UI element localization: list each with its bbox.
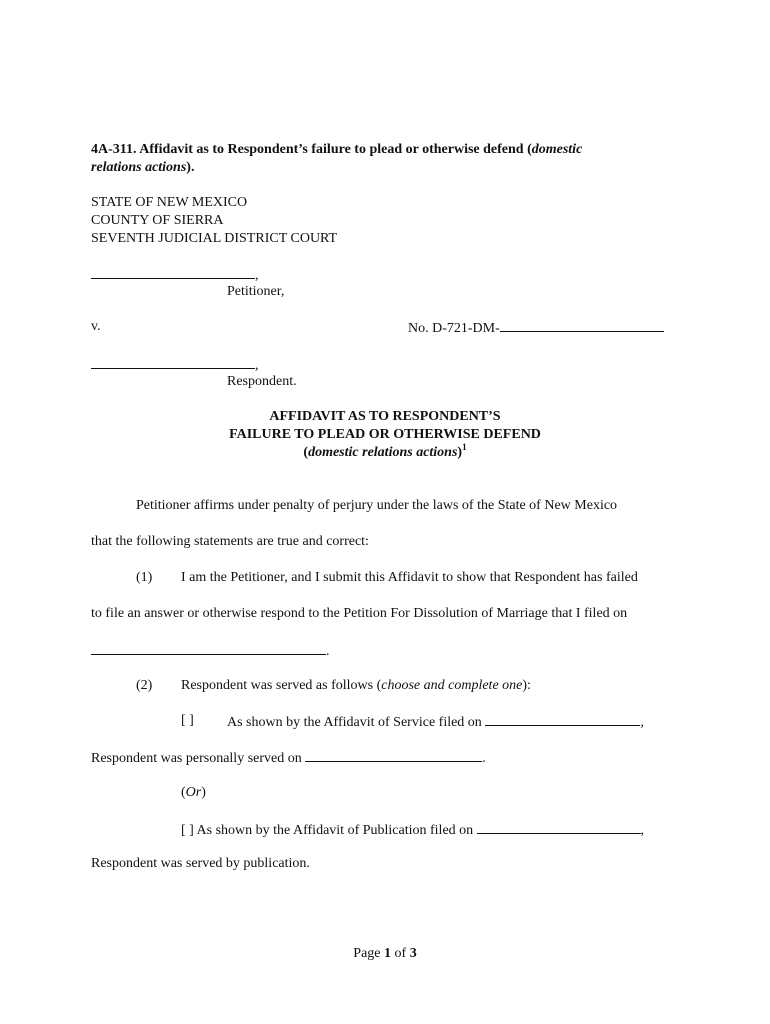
paren-close: ) (201, 785, 206, 800)
form-heading-text: 4A-311. Affidavit as to Respondent’s failure to plead or otherwise defend ( (91, 142, 532, 157)
petitioner-label: Petitioner, (227, 284, 285, 299)
filing-date-blank[interactable] (91, 641, 326, 655)
form-heading-line1 (91, 141, 582, 159)
affidavit-title-italic: domestic relations actions (308, 445, 458, 460)
form-heading-italic: domestic (531, 142, 583, 157)
intro-line1: Petitioner affirms under penalty of perjury under the laws of the State of New Mexico (136, 498, 618, 513)
item2-text (181, 677, 531, 695)
option-a-checkbox[interactable]: [ ] (181, 713, 194, 728)
form-heading-end: ). (186, 160, 195, 175)
form-heading-line2 (91, 159, 194, 177)
court-state: STATE OF NEW MEXICO (91, 195, 248, 210)
case-number-prefix: No. D-721-DM- (408, 321, 500, 336)
option-a-line[interactable] (227, 712, 644, 732)
comma: , (640, 715, 644, 730)
publication-date-blank[interactable] (477, 820, 641, 834)
filing-date-line[interactable] (91, 641, 330, 661)
item1-line2: to file an answer or otherwise respond to the Petition For Dissolution of Marriage that I filed on (91, 606, 628, 621)
comma: , (255, 358, 259, 373)
court-county: COUNTY OF SIERRA (91, 213, 224, 228)
option-a-line2[interactable] (91, 748, 486, 768)
item2-number: (2) (136, 678, 153, 693)
or-label (181, 784, 206, 802)
period: . (326, 644, 330, 659)
page-word: Page (353, 946, 381, 961)
intro-line2: that the following statements are true and correct: (91, 534, 369, 549)
affidavit-title-line1: AFFIDAVIT AS TO RESPONDENT’S (269, 409, 501, 424)
option-a-line2-text: Respondent was personally served on (91, 751, 302, 766)
affidavit-title-line2: FAILURE TO PLEAD OR OTHERWISE DEFEND (229, 427, 541, 442)
comma: , (255, 268, 259, 283)
item2-text-start: Respondent was served as follows ( (181, 678, 382, 693)
petitioner-name-line[interactable] (91, 265, 259, 285)
form-heading-italic-2: relations actions (91, 160, 187, 175)
option-b-line2: Respondent was served by publication. (91, 856, 310, 871)
page-number (0, 945, 770, 963)
personal-service-date-blank[interactable] (305, 748, 482, 762)
page-current: 1 (384, 946, 392, 961)
page-total: 3 (409, 946, 417, 961)
paren-close: ) (457, 445, 463, 460)
of-word: of (394, 946, 407, 961)
versus-label: v. (91, 319, 101, 334)
item1-number: (1) (136, 570, 153, 585)
comma: , (640, 823, 645, 838)
option-b-line[interactable] (181, 820, 644, 840)
option-a-text: As shown by the Affidavit of Service filed on (227, 715, 482, 730)
paren-open: ( (303, 445, 309, 460)
period: . (482, 751, 486, 766)
option-b-text[interactable]: [ ] As shown by the Affidavit of Publication filed on (181, 823, 474, 838)
item2-text-end: ): (522, 678, 531, 693)
footnote-marker[interactable]: 1 (462, 442, 467, 452)
service-date-blank[interactable] (485, 712, 640, 726)
item2-italic: choose and complete one (381, 678, 523, 693)
respondent-label: Respondent. (227, 374, 297, 389)
affidavit-title-line3 (0, 444, 770, 462)
paren-open: ( (181, 785, 186, 800)
court-district: SEVENTH JUDICIAL DISTRICT COURT (91, 231, 338, 246)
item1-line1: I am the Petitioner, and I submit this Affidavit to show that Respondent has failed (181, 570, 638, 585)
or-italic: Or (185, 785, 202, 800)
petitioner-name-blank[interactable] (91, 265, 255, 279)
respondent-name-line[interactable] (91, 355, 259, 375)
respondent-name-blank[interactable] (91, 355, 255, 369)
case-number-blank[interactable] (500, 318, 664, 332)
case-number-line[interactable] (408, 318, 664, 338)
